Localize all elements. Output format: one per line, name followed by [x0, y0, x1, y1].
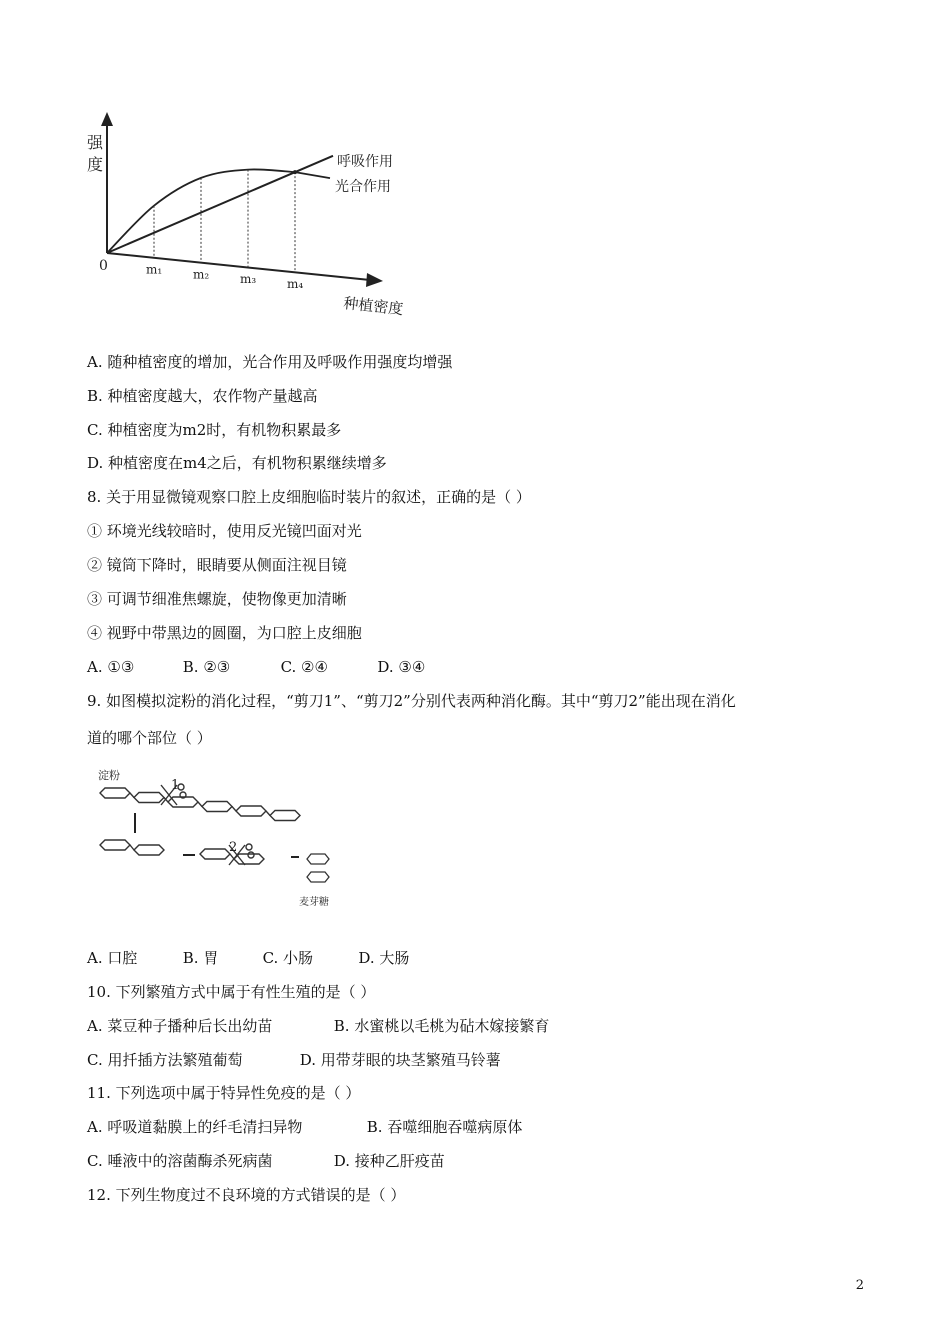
q8-statement-1: ① 环境光线较暗时，使用反光镜凹面对光	[87, 522, 362, 540]
q10-options-row-2	[87, 1049, 501, 1071]
q10-option-c: C. 用扦插方法繁殖葡萄	[87, 1051, 243, 1069]
series-line-respiration	[107, 156, 333, 253]
q9-stem-line-2: 道的哪个部位（ ）	[87, 729, 212, 747]
q10-option-a: A. 菜豆种子播种后长出幼苗	[87, 1017, 273, 1035]
starch-digestion-diagram	[95, 765, 345, 915]
glucose-unit	[134, 845, 164, 855]
q8-options	[87, 656, 425, 678]
scissors-1-label: 1	[171, 778, 180, 793]
q8-option-b: B. ②③	[182, 658, 231, 676]
starch-chain	[100, 788, 300, 821]
q9-stem-line-1: 9. 如图模拟淀粉的消化过程，“剪刀1”、“剪刀2”分别代表两种消化酶。其中“剪刀2”能出现在消化	[87, 692, 736, 710]
glucose-unit	[200, 849, 230, 859]
q9-option-a: A. 口腔	[87, 949, 138, 967]
x-tick-label: m₁	[146, 262, 163, 277]
legend-photosynthesis: 光合作用	[335, 179, 391, 195]
glucose-unit	[236, 806, 266, 816]
origin-label: 0	[99, 258, 108, 274]
maltose-label: 麦芽糖	[299, 897, 329, 908]
q10-option-d: D. 用带芽眼的块茎繁殖马铃薯	[299, 1051, 501, 1069]
intersection-point	[293, 170, 297, 174]
q8-option-d: D. ③④	[377, 658, 426, 676]
glucose-unit	[100, 788, 130, 798]
x-tick-label: m₄	[287, 276, 304, 291]
glucose-unit	[100, 840, 130, 850]
drop-lines	[154, 170, 297, 272]
q9-option-d: D. 大肠	[358, 949, 410, 967]
glycosidic-bond	[266, 811, 270, 816]
q8-statement-3: ③ 可调节细准焦螺旋，使物像更加清晰	[87, 590, 347, 608]
q12-stem: 12. 下列生物度过不良环境的方式错误的是（ ）	[87, 1186, 406, 1204]
q8-statement-2: ② 镜筒下降时，眼睛要从侧面注视目镜	[87, 556, 347, 574]
q11-options-row-2	[87, 1150, 445, 1172]
q9-options	[87, 947, 409, 969]
scissors-2-label: 2	[229, 840, 238, 855]
x-axis-arrow	[366, 273, 383, 287]
glycosidic-bond	[198, 802, 202, 807]
q11-option-a: A. 呼吸道黏膜上的纤毛清扫异物	[87, 1118, 303, 1136]
x-axis-label: 种植密度	[342, 294, 405, 319]
q9-option-b: B. 胃	[182, 949, 219, 967]
q11-option-c: C. 唾液中的溶菌酶杀死病菌	[87, 1152, 273, 1170]
x-tick-label: m₂	[193, 267, 210, 282]
legend-respiration: 呼吸作用	[337, 154, 393, 170]
y-axis-arrow	[101, 112, 113, 126]
x-tick-label: m₃	[240, 272, 257, 287]
maltose-molecules	[307, 854, 329, 882]
q8-option-a: A. ①③	[87, 658, 135, 676]
glycosidic-bond	[232, 807, 236, 812]
q7-option-a: A. 随种植密度的增加，光合作用及呼吸作用强度均增强	[87, 353, 453, 371]
q11-option-b: B. 吞噬细胞吞噬病原体	[366, 1118, 523, 1136]
glucose-unit	[270, 811, 300, 821]
q10-options-row-1	[87, 1015, 549, 1037]
q10-stem: 10. 下列繁殖方式中属于有性生殖的是（ ）	[87, 983, 376, 1001]
glycosidic-bond	[130, 845, 134, 850]
page-number: 2	[855, 1278, 864, 1293]
q7-option-d: D. 种植密度在m4之后，有机物积累继续增多	[87, 454, 387, 472]
q8-option-c: C. ②④	[280, 658, 328, 676]
q8-stem: 8. 关于用显微镜观察口腔上皮细胞临时装片的叙述，正确的是（ ）	[87, 488, 531, 506]
glycosidic-bond	[130, 793, 134, 798]
y-axis-label-1: 强	[87, 133, 104, 152]
q11-option-d: D. 接种乙肝疫苗	[333, 1152, 445, 1170]
q11-stem: 11. 下列选项中属于特异性免疫的是（ ）	[87, 1084, 361, 1102]
starch-label: 淀粉	[98, 769, 120, 782]
glucose-unit	[202, 802, 232, 812]
q7-option-b: B. 种植密度越大，农作物产量越高	[87, 387, 318, 405]
density-chart	[85, 108, 430, 320]
q8-statement-4: ④ 视野中带黑边的圆圈，为口腔上皮细胞	[87, 624, 362, 642]
series-line-photosynthesis	[107, 169, 330, 253]
q11-options-row-1	[87, 1116, 522, 1138]
glucose-unit	[134, 793, 164, 803]
q10-option-b: B. 水蜜桃以毛桃为砧木嫁接繁育	[333, 1017, 550, 1035]
y-axis-label-2: 度	[87, 155, 104, 174]
glucose-unit	[234, 854, 264, 864]
q9-option-c: C. 小肠	[262, 949, 314, 967]
q7-option-c: C. 种植密度为m2时，有机物积累最多	[87, 421, 342, 439]
